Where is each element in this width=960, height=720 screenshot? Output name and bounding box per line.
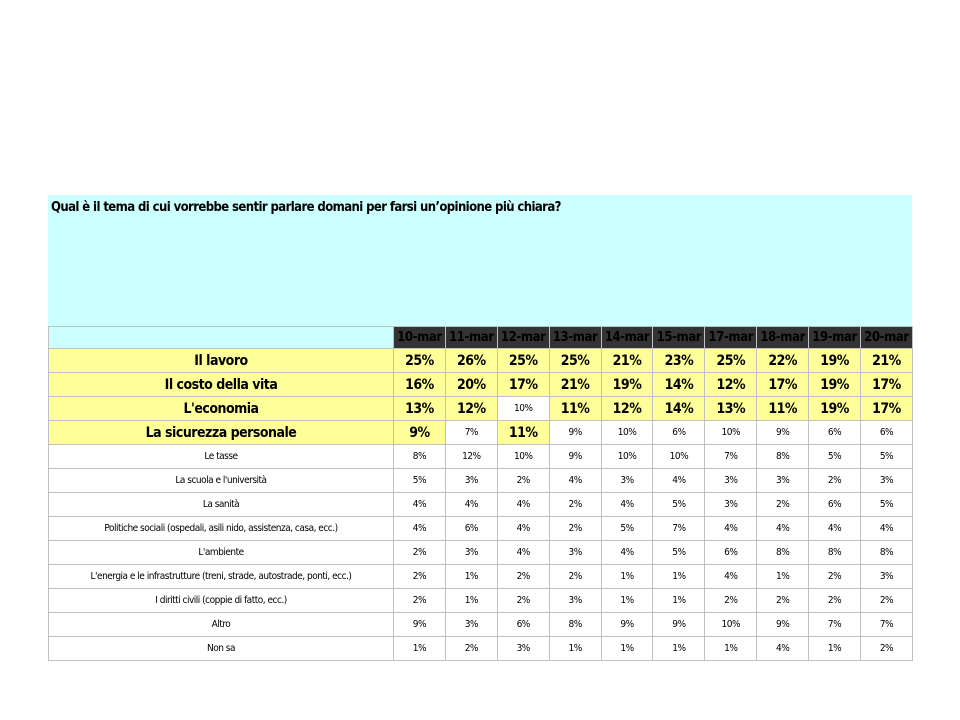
- header-blank-cell: [49, 327, 394, 349]
- table-cell: 7%: [705, 445, 757, 469]
- table-cell: 2%: [861, 589, 913, 613]
- table-cell: 1%: [445, 589, 497, 613]
- table-cell: 8%: [394, 445, 446, 469]
- table-cell: 2%: [497, 565, 549, 589]
- table-row: [49, 637, 913, 661]
- table-cell: 2%: [497, 469, 549, 493]
- table-cell: 1%: [601, 565, 653, 589]
- table-cell: 1%: [653, 565, 705, 589]
- column-header-10-mar: 10-mar: [394, 327, 446, 349]
- table-cell: 2%: [497, 589, 549, 613]
- row-label: Le tasse: [49, 445, 394, 469]
- table-cell: 3%: [497, 637, 549, 661]
- column-header-13-mar: 13-mar: [549, 327, 601, 349]
- table-cell: 19%: [809, 373, 861, 397]
- table-cell: 1%: [653, 637, 705, 661]
- table-cell: 4%: [705, 517, 757, 541]
- table-row: [49, 541, 913, 565]
- table-cell: 2%: [394, 565, 446, 589]
- table-cell: 12%: [705, 373, 757, 397]
- table-cell: 4%: [861, 517, 913, 541]
- table-cell: 4%: [809, 517, 861, 541]
- table-row: [49, 493, 913, 517]
- table-cell: 6%: [653, 421, 705, 445]
- column-header-14-mar: 14-mar: [601, 327, 653, 349]
- row-label: Il lavoro: [49, 349, 394, 373]
- table-cell: 3%: [861, 565, 913, 589]
- table-cell: 6%: [809, 493, 861, 517]
- table-cell: 3%: [445, 469, 497, 493]
- table-row: [49, 349, 913, 373]
- table-cell: 23%: [653, 349, 705, 373]
- table-cell: 3%: [549, 541, 601, 565]
- table-cell: 9%: [653, 613, 705, 637]
- table-cell: 6%: [861, 421, 913, 445]
- table-cell: 5%: [861, 493, 913, 517]
- row-label: La scuola e l'università: [49, 469, 394, 493]
- table-cell: 3%: [705, 469, 757, 493]
- table-cell: 1%: [394, 637, 446, 661]
- table-cell: 1%: [809, 637, 861, 661]
- table-cell: 16%: [394, 373, 446, 397]
- table-cell: 4%: [757, 637, 809, 661]
- table-cell: 5%: [861, 445, 913, 469]
- table-cell: 2%: [757, 493, 809, 517]
- table-cell: 4%: [705, 565, 757, 589]
- table-cell: 1%: [601, 589, 653, 613]
- table-cell: 4%: [757, 517, 809, 541]
- table-cell: 14%: [653, 373, 705, 397]
- table-row: [49, 469, 913, 493]
- table-cell: 11%: [549, 397, 601, 421]
- table-cell: 2%: [705, 589, 757, 613]
- column-header-20-mar: 20-mar: [861, 327, 913, 349]
- table-cell: 4%: [394, 517, 446, 541]
- table-cell: 25%: [705, 349, 757, 373]
- table-cell: 9%: [601, 613, 653, 637]
- table-cell: 7%: [861, 613, 913, 637]
- table-cell: 1%: [705, 637, 757, 661]
- table-cell: 10%: [497, 445, 549, 469]
- table-cell: 2%: [549, 565, 601, 589]
- table-row: [49, 613, 913, 637]
- table-cell: 5%: [809, 445, 861, 469]
- table-cell: 4%: [497, 541, 549, 565]
- row-label: Politiche sociali (ospedali, asili nido, assistenza, casa, ecc.): [49, 517, 394, 541]
- table-cell: 4%: [497, 517, 549, 541]
- table-cell: 25%: [549, 349, 601, 373]
- table-cell: 5%: [394, 469, 446, 493]
- table-cell: 12%: [445, 445, 497, 469]
- question-header: [48, 195, 912, 326]
- table-cell: 5%: [601, 517, 653, 541]
- table-cell: 10%: [601, 445, 653, 469]
- table-cell: 8%: [757, 445, 809, 469]
- table-cell: 17%: [497, 373, 549, 397]
- table-cell: 21%: [549, 373, 601, 397]
- table-cell: 2%: [809, 589, 861, 613]
- table-cell: 1%: [653, 589, 705, 613]
- table-cell: 26%: [445, 349, 497, 373]
- row-label: Non sa: [49, 637, 394, 661]
- table-cell: 1%: [601, 637, 653, 661]
- table-cell: 6%: [705, 541, 757, 565]
- table-row: [49, 589, 913, 613]
- table-cell: 3%: [601, 469, 653, 493]
- table-cell: 2%: [394, 589, 446, 613]
- table-cell: 2%: [757, 589, 809, 613]
- table-row: [49, 397, 913, 421]
- table-cell: 12%: [601, 397, 653, 421]
- table-cell: 1%: [757, 565, 809, 589]
- table-cell: 4%: [601, 541, 653, 565]
- table-cell: 9%: [394, 613, 446, 637]
- table-row: [49, 517, 913, 541]
- table-cell: 2%: [549, 493, 601, 517]
- table-cell: 12%: [445, 397, 497, 421]
- table-cell: 4%: [601, 493, 653, 517]
- column-header-17-mar: 17-mar: [705, 327, 757, 349]
- table-cell: 9%: [757, 421, 809, 445]
- table-cell: 19%: [809, 349, 861, 373]
- table-cell: 8%: [757, 541, 809, 565]
- table-cell: 5%: [653, 493, 705, 517]
- table-cell: 25%: [394, 349, 446, 373]
- table-cell: 4%: [549, 469, 601, 493]
- table-cell: 19%: [809, 397, 861, 421]
- table-cell: 10%: [601, 421, 653, 445]
- table-cell: 10%: [705, 421, 757, 445]
- table-cell: 7%: [445, 421, 497, 445]
- table-cell: 7%: [653, 517, 705, 541]
- column-header-19-mar: 19-mar: [809, 327, 861, 349]
- row-label: Il costo della vita: [49, 373, 394, 397]
- table-cell: 17%: [861, 373, 913, 397]
- table-cell: 10%: [497, 397, 549, 421]
- table-cell: 20%: [445, 373, 497, 397]
- table-cell: 7%: [809, 613, 861, 637]
- table-cell: 17%: [861, 397, 913, 421]
- table-cell: 6%: [445, 517, 497, 541]
- table-row: [49, 421, 913, 445]
- table-cell: 3%: [445, 613, 497, 637]
- table-cell: 13%: [705, 397, 757, 421]
- table-cell: 21%: [601, 349, 653, 373]
- table-cell: 22%: [757, 349, 809, 373]
- column-header-15-mar: 15-mar: [653, 327, 705, 349]
- survey-panel: [48, 195, 912, 670]
- table-cell: 8%: [861, 541, 913, 565]
- row-label: L'ambiente: [49, 541, 394, 565]
- table-cell: 25%: [497, 349, 549, 373]
- table-cell: 1%: [445, 565, 497, 589]
- table-cell: 17%: [757, 373, 809, 397]
- table-cell: 2%: [394, 541, 446, 565]
- row-label: La sicurezza personale: [49, 421, 394, 445]
- table-cell: 5%: [653, 541, 705, 565]
- row-label: L'energia e le infrastrutture (treni, strade, autostrade, ponti, ecc.): [49, 565, 394, 589]
- table-cell: 10%: [705, 613, 757, 637]
- table-cell: 9%: [549, 421, 601, 445]
- table-cell: 3%: [705, 493, 757, 517]
- table-cell: 2%: [549, 517, 601, 541]
- table-cell: 2%: [809, 469, 861, 493]
- table-cell: 3%: [757, 469, 809, 493]
- table-cell: 14%: [653, 397, 705, 421]
- table-cell: 2%: [809, 565, 861, 589]
- table-cell: 6%: [497, 613, 549, 637]
- table-cell: 2%: [445, 637, 497, 661]
- table-cell: 3%: [549, 589, 601, 613]
- row-label: I diritti civili (coppie di fatto, ecc.): [49, 589, 394, 613]
- table-cell: 11%: [757, 397, 809, 421]
- row-label: Altro: [49, 613, 394, 637]
- table-cell: 4%: [445, 493, 497, 517]
- table-cell: 4%: [653, 469, 705, 493]
- row-label: L'economia: [49, 397, 394, 421]
- table-row: [49, 565, 913, 589]
- table-cell: 13%: [394, 397, 446, 421]
- table-cell: 8%: [549, 613, 601, 637]
- table-cell: 21%: [861, 349, 913, 373]
- column-header-11-mar: 11-mar: [445, 327, 497, 349]
- table-cell: 10%: [653, 445, 705, 469]
- table-cell: 9%: [394, 421, 446, 445]
- table-cell: 4%: [497, 493, 549, 517]
- table-cell: 19%: [601, 373, 653, 397]
- table-cell: 1%: [549, 637, 601, 661]
- table-cell: 9%: [757, 613, 809, 637]
- table-cell: 6%: [809, 421, 861, 445]
- column-header-18-mar: 18-mar: [757, 327, 809, 349]
- table-cell: 11%: [497, 421, 549, 445]
- table-row: [49, 373, 913, 397]
- question-title: Qual è il tema di cui vorrebbe sentir parlare domani per farsi un’opinione più chiara?: [51, 200, 561, 215]
- table-cell: 2%: [861, 637, 913, 661]
- column-header-12-mar: 12-mar: [497, 327, 549, 349]
- table-cell: 4%: [394, 493, 446, 517]
- survey-table: [48, 326, 913, 661]
- table-cell: 3%: [445, 541, 497, 565]
- table-cell: 3%: [861, 469, 913, 493]
- table-cell: 8%: [809, 541, 861, 565]
- table-row: [49, 445, 913, 469]
- table-cell: 9%: [549, 445, 601, 469]
- row-label: La sanità: [49, 493, 394, 517]
